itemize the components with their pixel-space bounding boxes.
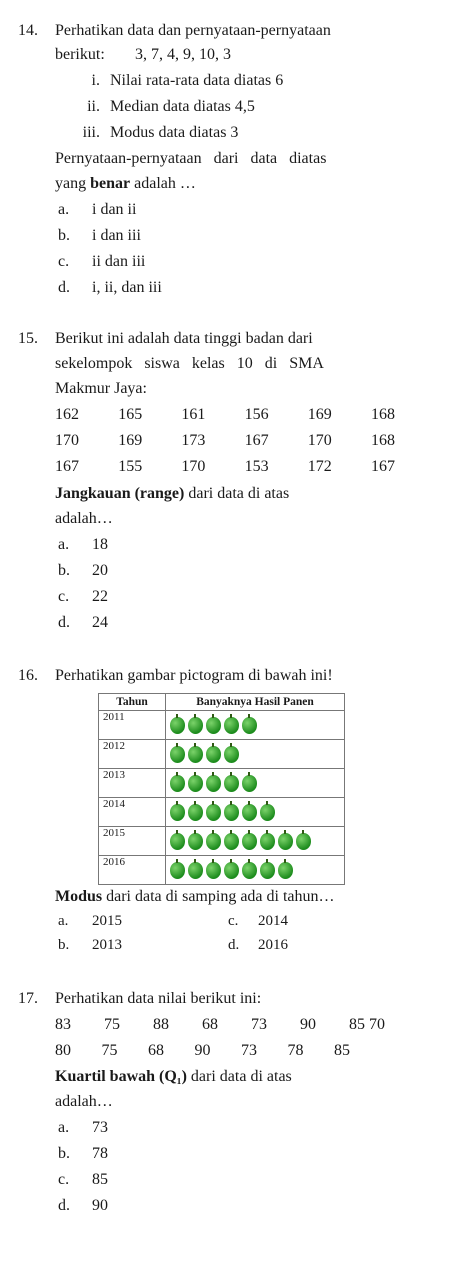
question-text: Jangkauan (range) dari data di atas xyxy=(55,485,290,502)
fruit-icon xyxy=(188,833,203,850)
answer-option[interactable]: a. 2015 xyxy=(58,913,122,929)
pictogram-row xyxy=(99,769,345,798)
pictogram-row xyxy=(99,856,345,885)
question-text: yang benar adalah … xyxy=(55,175,196,192)
fruit-icon xyxy=(188,717,203,734)
answer-option[interactable]: c. 2014 xyxy=(228,913,288,929)
fruit-icon xyxy=(242,804,257,821)
pictogram-row xyxy=(99,740,345,769)
question-text: Makmur Jaya: xyxy=(55,380,147,397)
harvest-icons-cell xyxy=(166,740,345,769)
answer-option[interactable]: b. i dan iii xyxy=(58,227,141,244)
question-text: adalah… xyxy=(55,1093,113,1110)
answer-option[interactable]: b. 2013 xyxy=(58,937,122,953)
data-row: 170 169 173 167 170 168 xyxy=(55,432,395,449)
fruit-icon xyxy=(278,862,293,879)
fruit-icon xyxy=(188,804,203,821)
pictogram-table xyxy=(98,693,345,885)
question-text: adalah… xyxy=(55,510,113,527)
harvest-icons-cell xyxy=(166,856,345,885)
answer-option[interactable]: b. 78 xyxy=(58,1145,108,1162)
fruit-icon xyxy=(260,862,275,879)
fruit-icon xyxy=(206,746,221,763)
question-intro: Perhatikan gambar pictogram di bawah ini! xyxy=(55,667,333,684)
fruit-icon xyxy=(170,804,185,821)
question-number: 14. xyxy=(18,22,38,39)
answer-option[interactable]: a. 73 xyxy=(58,1119,108,1136)
data-label: berikut: xyxy=(55,46,105,63)
harvest-icons-cell xyxy=(166,827,345,856)
data-row: 83 75 88 68 73 90 85 70 xyxy=(55,1016,385,1033)
answer-option[interactable]: d. 2016 xyxy=(228,937,288,953)
fruit-icon xyxy=(224,746,239,763)
fruit-icon xyxy=(224,833,239,850)
fruit-icon xyxy=(206,775,221,792)
fruit-icon xyxy=(278,833,293,850)
fruit-icon xyxy=(224,804,239,821)
answer-option[interactable]: c. ii dan iii xyxy=(58,253,146,270)
fruit-icon xyxy=(242,775,257,792)
data-row: 80 75 68 90 73 78 85 xyxy=(55,1042,350,1059)
year-cell: 2012 xyxy=(99,740,166,769)
fruit-icon xyxy=(170,862,185,879)
year-cell: 2013 xyxy=(99,769,166,798)
fruit-icon xyxy=(206,804,221,821)
fruit-icon xyxy=(242,833,257,850)
fruit-icon xyxy=(242,717,257,734)
harvest-icons-cell xyxy=(166,769,345,798)
statement-item: iii. Modus data diatas 3 xyxy=(82,124,239,141)
fruit-icon xyxy=(206,862,221,879)
answer-option[interactable]: a. i dan ii xyxy=(58,201,137,218)
question-number: 16. xyxy=(18,667,38,684)
fruit-icon xyxy=(260,804,275,821)
fruit-icon xyxy=(260,833,275,850)
question-intro: Perhatikan data nilai berikut ini: xyxy=(55,990,262,1007)
question-text: Berikut ini adalah data tinggi badan dari xyxy=(55,330,313,347)
question-text: Kuartil bawah (Q₁) dari data di atas xyxy=(55,1068,292,1085)
pictogram-row xyxy=(99,798,345,827)
fruit-icon xyxy=(170,717,185,734)
data-row: 167 155 170 153 172 167 xyxy=(55,458,395,475)
answer-option[interactable]: c. 22 xyxy=(58,588,108,605)
answer-option[interactable]: a. 18 xyxy=(58,536,108,553)
question-number: 17. xyxy=(18,990,38,1007)
harvest-icons-cell xyxy=(166,711,345,740)
statement-item: ii. Median data diatas 4,5 xyxy=(87,98,255,115)
answer-option[interactable]: d. 90 xyxy=(58,1197,108,1214)
data-values: 3, 7, 4, 9, 10, 3 xyxy=(135,46,231,63)
pictogram-row xyxy=(99,711,345,740)
year-cell: 2011 xyxy=(99,711,166,740)
fruit-icon xyxy=(188,775,203,792)
question-text: Pernyataan-pernyataan dari data diatas xyxy=(55,150,327,167)
question-text: sekelompok siswa kelas 10 di SMA xyxy=(55,355,324,372)
question-number: 15. xyxy=(18,330,38,347)
header-year: Tahun xyxy=(99,694,166,711)
year-cell: 2016 xyxy=(99,856,166,885)
fruit-icon xyxy=(188,746,203,763)
question-text: Modus dari data di samping ada di tahun… xyxy=(55,888,335,905)
fruit-icon xyxy=(296,833,311,850)
year-cell: 2014 xyxy=(99,798,166,827)
fruit-icon xyxy=(170,775,185,792)
fruit-icon xyxy=(224,717,239,734)
fruit-icon xyxy=(224,862,239,879)
data-row: 162 165 161 156 169 168 xyxy=(55,406,395,423)
fruit-icon xyxy=(170,746,185,763)
fruit-icon xyxy=(224,775,239,792)
pictogram-row xyxy=(99,827,345,856)
answer-option[interactable]: b. 20 xyxy=(58,562,108,579)
answer-option[interactable]: d. 24 xyxy=(58,614,108,631)
fruit-icon xyxy=(206,717,221,734)
year-cell: 2015 xyxy=(99,827,166,856)
fruit-icon xyxy=(242,862,257,879)
answer-option[interactable]: c. 85 xyxy=(58,1171,108,1188)
header-harvest: Banyaknya Hasil Panen xyxy=(166,694,345,711)
fruit-icon xyxy=(170,833,185,850)
statement-item: i. Nilai rata-rata data diatas 6 xyxy=(91,72,284,89)
question-intro: Perhatikan data dan pernyataan-pernyataan xyxy=(55,22,331,39)
answer-option[interactable]: d. i, ii, dan iii xyxy=(58,279,162,296)
harvest-icons-cell xyxy=(166,798,345,827)
fruit-icon xyxy=(206,833,221,850)
fruit-icon xyxy=(188,862,203,879)
